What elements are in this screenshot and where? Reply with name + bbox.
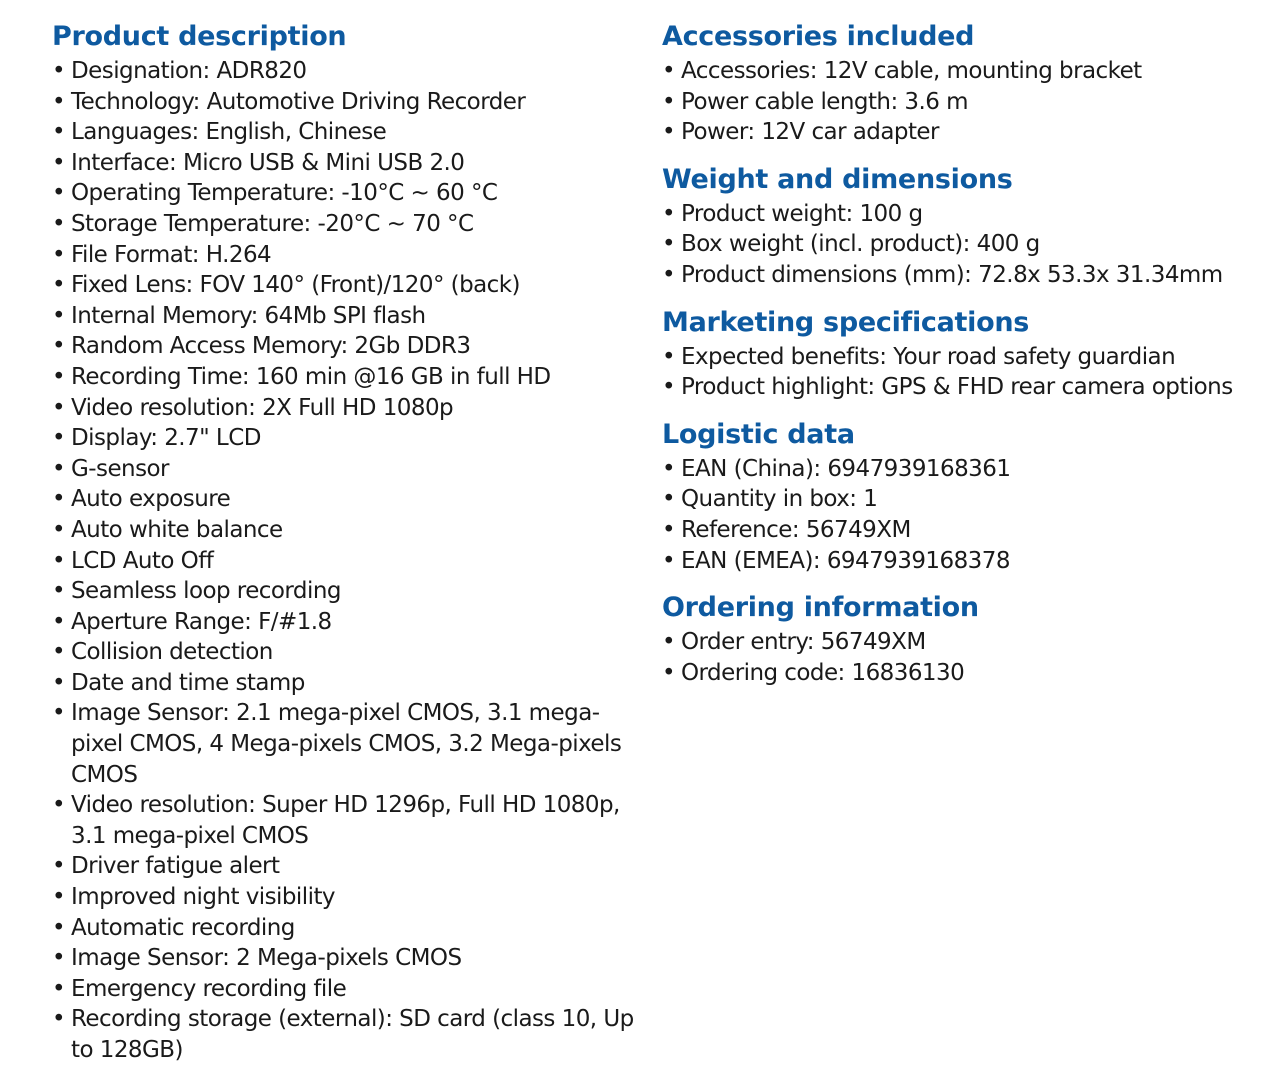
spec-item: • Aperture Range: F/#1.8: [52, 607, 637, 638]
section-title: Product description: [52, 21, 347, 52]
spec-list: [662, 342, 1262, 403]
spec-item: • Date and time stamp: [52, 668, 637, 699]
spec-item: • Technology: Automotive Driving Recorder: [52, 87, 637, 118]
spec-item: • Box weight (incl. product): 400 g: [662, 229, 1262, 260]
spec-item: • Improved night visibility: [52, 882, 637, 913]
spec-list: [52, 56, 637, 1066]
section-title: Accessories included: [662, 21, 975, 52]
left-column: [52, 18, 637, 1080]
section-title: Weight and dimensions: [662, 163, 1013, 195]
marketing-section: [662, 304, 1262, 403]
spec-item: • Storage Temperature: -20°C ~ 70 °C: [52, 209, 637, 240]
spec-item: • Video resolution: Super HD 1296p, Full HD 1080p, 3.1 mega-pixel CMOS: [52, 790, 637, 851]
spec-item: • EAN (China): 6947939168361: [662, 454, 1262, 485]
spec-item: • Accessories: 12V cable, mounting bracket: [662, 56, 1262, 87]
spec-item: • LCD Auto Off: [52, 546, 637, 577]
product-description-section: [52, 18, 637, 1066]
spec-item: • Ordering code: 16836130: [662, 658, 1262, 689]
spec-item: • Languages: English, Chinese: [52, 117, 637, 148]
spec-item: • File Format: H.264: [52, 240, 637, 271]
spec-list: [662, 56, 1262, 148]
right-column: [662, 18, 1262, 701]
spec-item: • Quantity in box: 1: [662, 484, 1262, 515]
ordering-section: [662, 589, 1262, 688]
section-title: Marketing specifications: [662, 306, 1030, 338]
spec-list: [662, 627, 1262, 688]
spec-item: • Expected benefits: Your road safety guardian: [662, 342, 1262, 373]
weight-dimensions-section: [662, 161, 1262, 291]
spec-item: • Automatic recording: [52, 913, 637, 944]
spec-item: • Product weight: 100 g: [662, 199, 1262, 230]
spec-item: • Auto exposure: [52, 484, 637, 515]
spec-list: [662, 199, 1262, 291]
spec-item: • Emergency recording file: [52, 974, 637, 1005]
spec-item: • G-sensor: [52, 454, 637, 485]
spec-item: • Recording Time: 160 min @16 GB in full HD: [52, 362, 637, 393]
spec-item: • Power: 12V car adapter: [662, 117, 1262, 148]
spec-item: • Seamless loop recording: [52, 576, 637, 607]
spec-item: • Reference: 56749XM: [662, 515, 1262, 546]
spec-item: • Order entry: 56749XM: [662, 627, 1262, 658]
spec-item: • Product dimensions (mm): 72.8x 53.3x 31.34mm: [662, 260, 1262, 291]
spec-item: • Driver fatigue alert: [52, 851, 637, 882]
spec-item: • Random Access Memory: 2Gb DDR3: [52, 331, 637, 362]
logistic-section: [662, 416, 1262, 576]
spec-list: [662, 454, 1262, 576]
spec-item: • Image Sensor: 2 Mega-pixels CMOS: [52, 943, 637, 974]
section-title: Logistic data: [662, 418, 855, 450]
spec-item: • Power cable length: 3.6 m: [662, 87, 1262, 118]
accessories-section: [662, 18, 1262, 148]
spec-item: • Video resolution: 2X Full HD 1080p: [52, 393, 637, 424]
spec-item: • Operating Temperature: -10°C ~ 60 °C: [52, 178, 637, 209]
spec-item: • Collision detection: [52, 637, 637, 668]
spec-item: • Fixed Lens: FOV 140° (Front)/120° (back): [52, 270, 637, 301]
spec-item: • Interface: Micro USB & Mini USB 2.0: [52, 148, 637, 179]
spec-item: • EAN (EMEA): 6947939168378: [662, 546, 1262, 577]
spec-item: • Designation: ADR820: [52, 56, 637, 87]
spec-item: • Recording storage (external): SD card (class 10, Up to 128GB): [52, 1004, 637, 1065]
section-title: Ordering information: [662, 592, 979, 624]
spec-item: • Image Sensor: 2.1 mega-pixel CMOS, 3.1 mega-pixel CMOS, 4 Mega-pixels CMOS, 3.2 Mega-pixels CMOS: [52, 698, 637, 790]
spec-item: • Product highlight: GPS & FHD rear camera options: [662, 372, 1262, 403]
spec-item: • Display: 2.7" LCD: [52, 423, 637, 454]
spec-item: • Auto white balance: [52, 515, 637, 546]
spec-item: • Internal Memory: 64Mb SPI flash: [52, 301, 637, 332]
